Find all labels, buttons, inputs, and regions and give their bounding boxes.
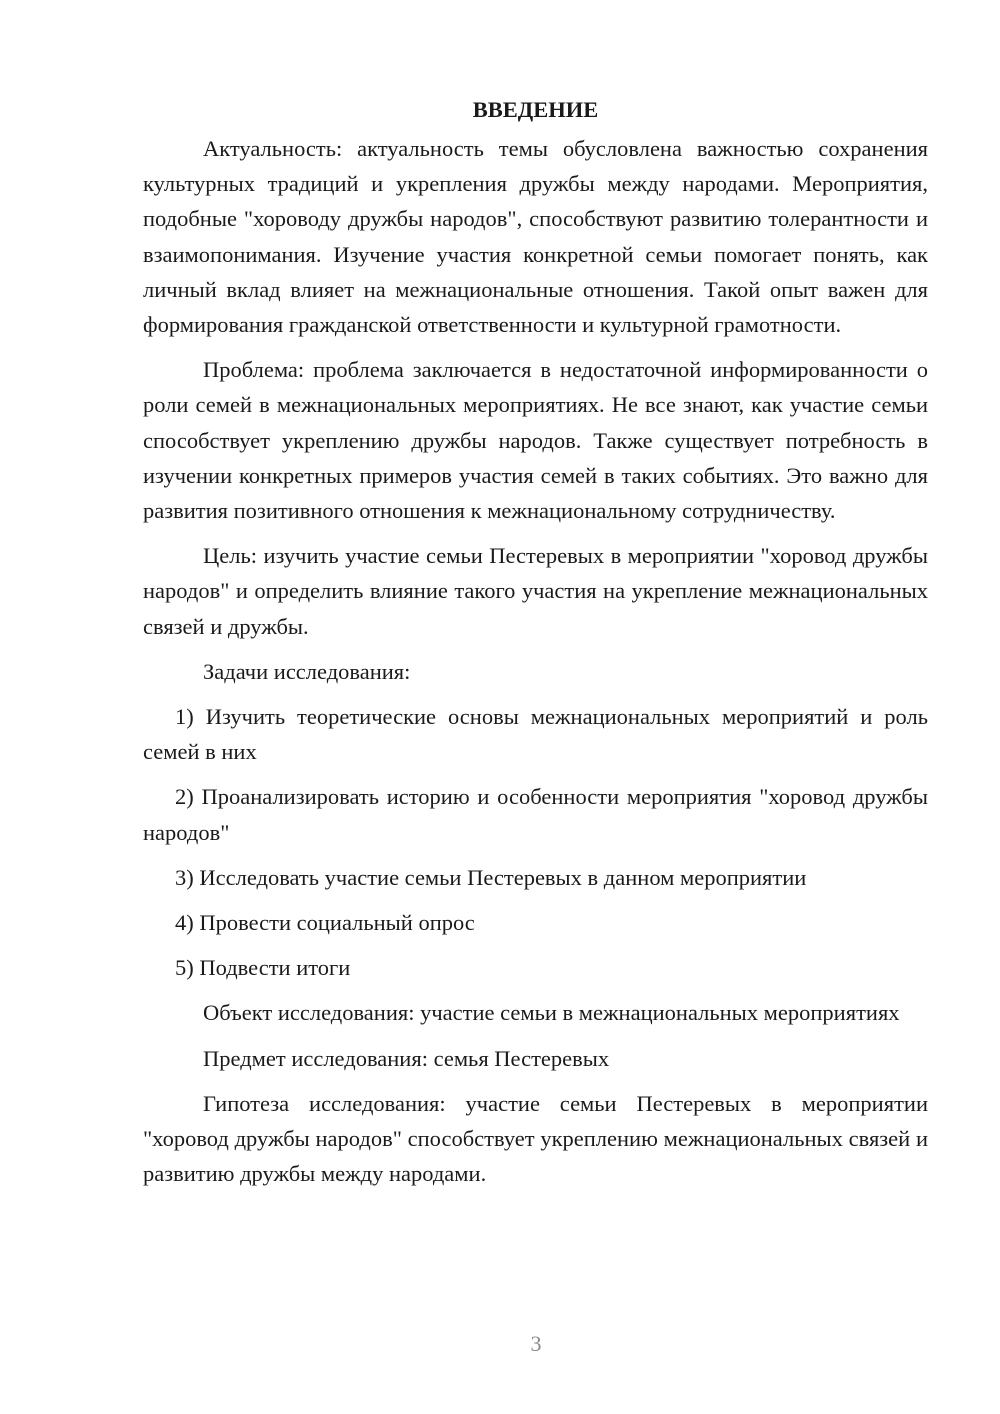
task-item-2: 2) Проанализировать историю и особенности мероприятия "хоровод дружбы народов" xyxy=(143,784,928,845)
goal-paragraph: Цель: изучить участие семьи Пестеревых в мероприятии "хоровод дружбы народов" и определить влияние такого участия на укрепление межнациональных связей и дружбы. xyxy=(143,543,928,639)
research-hypothesis: Гипотеза исследования: участие семьи Пестеревых в мероприятии "хоровод дружбы народов" способствует укреплению межнациональных связей и развитию дружбы между народами. xyxy=(143,1090,928,1187)
task-item-4: 4) Провести социальный опрос xyxy=(175,910,475,936)
research-object: Объект исследования: участие семьи в межнациональных мероприятиях xyxy=(203,1000,900,1026)
document-page xyxy=(143,92,928,1201)
research-subject: Предмет исследования: семья Пестеревых xyxy=(203,1045,610,1071)
page-title: ВВЕДЕНИЕ xyxy=(472,97,599,122)
problem-paragraph: Проблема: проблема заключается в недостаточной информированности о роли семей в межнациональных мероприятиях. Не все знают, как участие семьи способствует укреплению дружбы народов. Также существует потребность в изучении конкретных примеров участия семей в таких событиях. Это важно для развития позитивного отношения к межнациональному сотрудничеству. xyxy=(143,357,928,524)
relevance-paragraph: Актуальность: актуальность темы обусловлена важностью сохранения культурных традиций и укрепления дружбы между народами. Мероприятия, подобные "хороводу дружбы народов", способствуют развитию толерантности и взаимопонимания. Изучение участия конкретной семьи помогает понять, как личный вклад влияет на межнациональные отношения. Такой опыт важен для формирования гражданской ответственности и культурной грамотности. xyxy=(143,136,928,338)
task-item-1: 1) Изучить теоретические основы межнациональных мероприятий и роль семей в них xyxy=(143,704,928,765)
task-item-5: 5) Подвести итоги xyxy=(175,955,351,981)
page-number: 3 xyxy=(530,1331,542,1356)
task-item-3: 3) Исследовать участие семьи Пестеревых в данном мероприятии xyxy=(175,864,807,890)
tasks-heading: Задачи исследования: xyxy=(203,658,411,684)
